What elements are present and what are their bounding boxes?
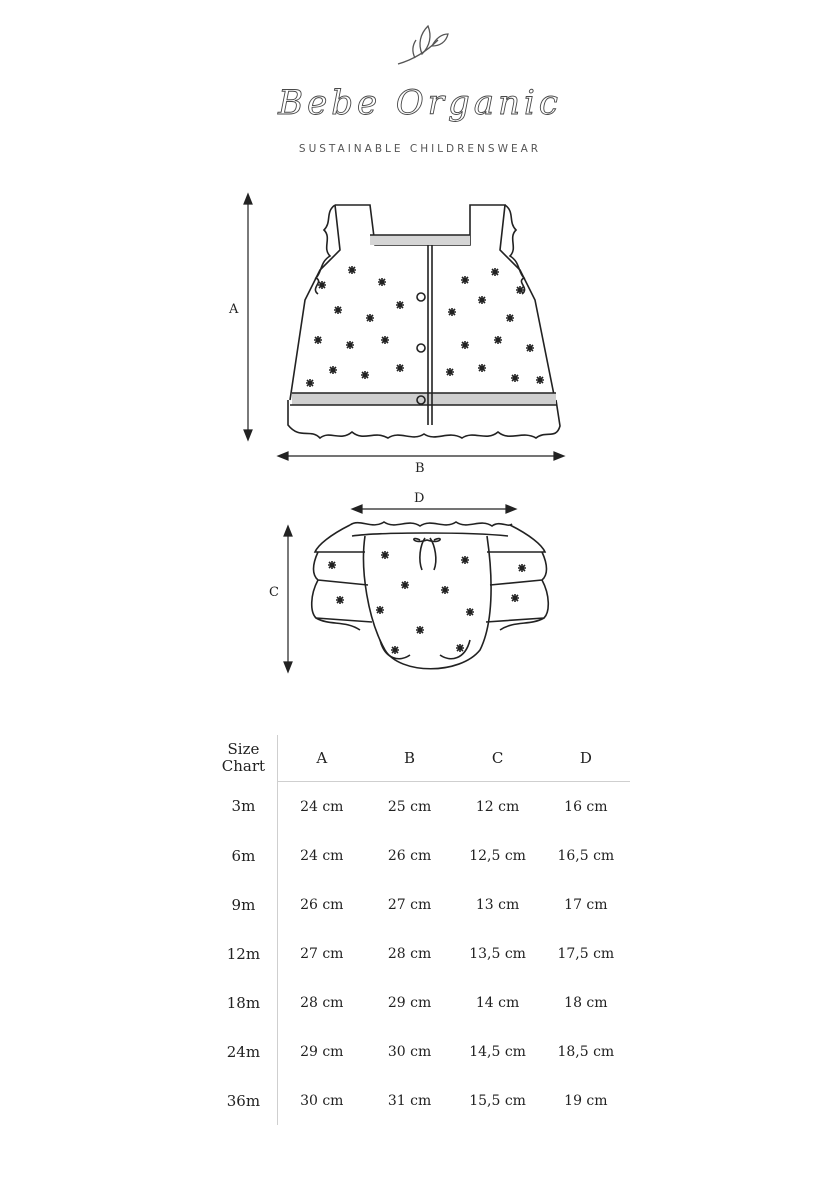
column-header-b: B [366,735,454,782]
top-garment-drawing [288,205,560,438]
table-row [210,880,630,929]
size-label: 36m [226,1091,261,1110]
table-row [210,978,630,1027]
label-a: A [229,302,239,317]
size-chart-corner-label [210,735,277,782]
table-row [210,1076,630,1125]
value-cell: 28 cm [387,945,432,962]
size-label: 24m [226,1042,261,1061]
value-cell: 24 cm [277,831,365,880]
column-header-a: A [277,735,365,782]
value-cell: 24 cm [277,782,365,832]
dimension-arrow-c [284,526,292,672]
size-chart-table [210,735,630,1125]
value-cell: 15,5 cm [469,1092,526,1109]
value-cell: 18 cm [564,994,608,1011]
brand-tagline: SUSTAINABLE CHILDRENSWEAR [298,143,542,155]
value-cell: 18,5 cm [557,1043,615,1060]
label-b: B [415,461,425,476]
value-cell: 17 cm [564,896,608,913]
ruffle-print-pattern [328,561,526,604]
column-header-c: C [453,735,541,782]
value-cell: 28 cm [277,978,365,1027]
size-label: 6m [231,846,256,865]
value-cell: 17,5 cm [557,945,615,962]
value-cell: 26 cm [277,880,365,929]
value-cell: 29 cm [387,994,432,1011]
value-cell: 16 cm [564,798,608,815]
value-cell: 26 cm [387,847,432,864]
label-d: D [414,491,425,506]
size-label: 9m [231,895,256,914]
table-row [210,929,630,978]
value-cell: 16,5 cm [557,847,615,864]
value-cell: 29 cm [277,1027,365,1076]
table-row [210,782,630,832]
size-label: 12m [226,944,261,963]
value-cell: 13 cm [475,896,520,913]
table-row [210,831,630,880]
bloomers-print-pattern [376,551,474,654]
value-cell: 14 cm [475,994,520,1011]
value-cell: 30 cm [277,1076,365,1125]
value-cell: 12,5 cm [469,847,526,864]
value-cell: 19 cm [564,1092,608,1109]
value-cell: 25 cm [387,798,432,815]
value-cell: 12 cm [475,798,520,815]
dimension-arrow-a [244,194,252,440]
value-cell: 27 cm [277,929,365,978]
dimension-arrow-b [278,452,564,460]
table-row [210,1027,630,1076]
value-cell: 14,5 cm [469,1043,526,1060]
size-label: 3m [231,797,256,816]
size-chart-corner-line2: Chart [221,757,266,776]
value-cell: 30 cm [387,1043,432,1060]
label-c: C [269,585,279,600]
dimension-arrow-d [352,505,516,513]
value-cell: 27 cm [387,896,432,913]
size-label: 18m [226,993,261,1012]
top-print-pattern [306,266,544,387]
brand-name: Bebe Organic [278,83,562,123]
column-header-d: D [542,735,630,782]
size-chart-header-row [210,735,630,782]
size-chart-corner-line1: Size [227,740,260,759]
value-cell: 31 cm [387,1092,432,1109]
value-cell: 13,5 cm [469,945,526,962]
